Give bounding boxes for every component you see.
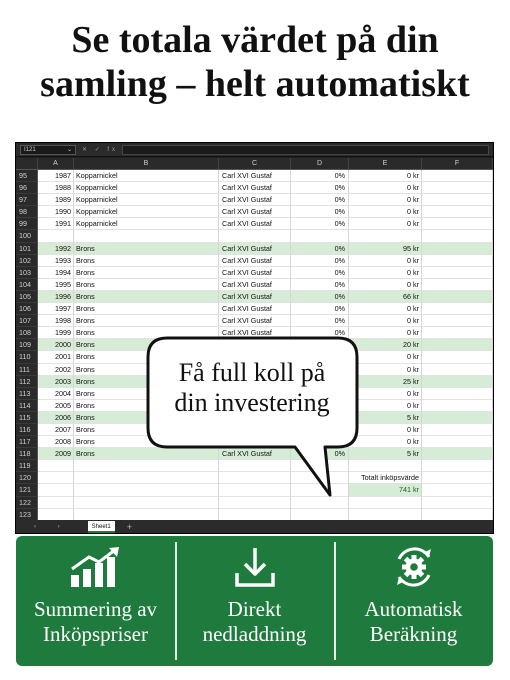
cell-a[interactable]: 2000 <box>38 339 74 351</box>
row-header[interactable]: 111 <box>16 364 38 376</box>
column-header-e[interactable]: E <box>349 158 422 169</box>
cell-f[interactable] <box>422 243 493 255</box>
cell-e[interactable]: 0 kr <box>349 218 422 230</box>
cell-e[interactable]: 0 kr <box>349 315 422 327</box>
cell-f[interactable] <box>422 230 493 242</box>
cell-d[interactable]: 0% <box>291 243 349 255</box>
cell-a[interactable]: 1987 <box>38 170 74 182</box>
cell-b[interactable]: Brons <box>74 448 219 460</box>
cell-b[interactable]: Brons <box>74 436 219 448</box>
feature-2-line-2: nedladdning <box>202 622 307 646</box>
cell-c[interactable]: Carl XVI Gustaf <box>219 243 291 255</box>
cell-f[interactable] <box>422 460 493 472</box>
row-header[interactable]: 113 <box>16 388 38 400</box>
cell-e[interactable]: 0 kr <box>349 206 422 218</box>
cell-e[interactable]: 741 kr <box>349 484 422 496</box>
feature-1-line-2: Inköpspriser <box>43 622 148 646</box>
cell-b[interactable]: Brons <box>74 339 219 351</box>
row-header[interactable]: 122 <box>16 497 38 509</box>
cell-a[interactable]: 1990 <box>38 206 74 218</box>
chevron-down-icon: ⌄ <box>66 146 72 153</box>
cell-b[interactable]: Brons <box>74 376 219 388</box>
cell-c[interactable]: Carl XVI Gustaf <box>219 267 291 279</box>
cell-e[interactable]: 0 kr <box>349 303 422 315</box>
cell-d[interactable]: 0% <box>291 206 349 218</box>
cell-e[interactable]: 0 kr <box>349 400 422 412</box>
row-header[interactable]: 108 <box>16 327 38 339</box>
gear-refresh-icon <box>391 545 437 589</box>
name-box-value: I121 <box>24 146 36 153</box>
formula-icons[interactable]: ✕ ✓ fx <box>82 147 119 153</box>
cell-a[interactable]: 1993 <box>38 255 74 267</box>
cell-f[interactable] <box>422 182 493 194</box>
cell-f[interactable] <box>422 364 493 376</box>
table-row <box>16 303 493 315</box>
cell-e[interactable]: 0 kr <box>349 182 422 194</box>
download-icon <box>233 545 277 589</box>
row-header[interactable]: 121 <box>16 484 38 496</box>
cell-a[interactable]: 2003 <box>38 376 74 388</box>
column-header-b[interactable]: B <box>74 158 219 169</box>
cell-e[interactable]: 0 kr <box>349 351 422 363</box>
row-header[interactable]: 103 <box>16 267 38 279</box>
cell-a[interactable]: 1999 <box>38 327 74 339</box>
cell-c[interactable]: Carl XVI Gustaf <box>219 279 291 291</box>
cell-d[interactable]: 0% <box>291 255 349 267</box>
tab-nav-arrows[interactable]: ‹ › <box>34 523 70 530</box>
cell-e[interactable]: 0 kr <box>349 388 422 400</box>
cell-f[interactable] <box>422 291 493 303</box>
cell-d[interactable]: 0% <box>291 182 349 194</box>
name-box[interactable] <box>20 145 76 155</box>
cell-d[interactable]: 0% <box>291 315 349 327</box>
row-header[interactable]: 123 <box>16 509 38 521</box>
cell-f[interactable] <box>422 194 493 206</box>
cell-d[interactable]: 0% <box>291 303 349 315</box>
cell-c[interactable]: Carl XVI Gustaf <box>219 255 291 267</box>
cell-a[interactable]: 1989 <box>38 194 74 206</box>
cell-a[interactable]: 1996 <box>38 291 74 303</box>
cell-b[interactable]: Kopparnickel <box>74 206 219 218</box>
row-header[interactable]: 99 <box>16 218 38 230</box>
cell-b[interactable]: Kopparnickel <box>74 170 219 182</box>
cell-f[interactable] <box>422 170 493 182</box>
cell-a[interactable] <box>38 484 74 496</box>
cell-d[interactable]: 0% <box>291 448 349 460</box>
row-header[interactable]: 117 <box>16 436 38 448</box>
table-row <box>16 218 493 230</box>
cell-a[interactable]: 2002 <box>38 364 74 376</box>
cell-f[interactable] <box>422 206 493 218</box>
row-header[interactable]: 119 <box>16 460 38 472</box>
cell-e[interactable]: 0 kr <box>349 279 422 291</box>
table-row <box>16 230 493 242</box>
cell-e[interactable]: 5 kr <box>349 448 422 460</box>
row-header[interactable]: 106 <box>16 303 38 315</box>
cell-a[interactable]: 2006 <box>38 412 74 424</box>
cell-a[interactable]: 2001 <box>38 351 74 363</box>
row-header[interactable]: 115 <box>16 412 38 424</box>
row-header[interactable]: 112 <box>16 376 38 388</box>
cell-a[interactable]: 1992 <box>38 243 74 255</box>
cell-f[interactable] <box>422 303 493 315</box>
feature-berakning <box>334 536 493 666</box>
row-header[interactable]: 120 <box>16 472 38 484</box>
select-all-corner[interactable] <box>16 158 38 169</box>
cell-e[interactable]: 0 kr <box>349 194 422 206</box>
table-row <box>16 255 493 267</box>
table-row <box>16 279 493 291</box>
cell-a[interactable]: 1988 <box>38 182 74 194</box>
headline-line-2: samling – helt automatiskt <box>40 63 470 105</box>
column-header-a[interactable]: A <box>38 158 74 169</box>
row-header[interactable]: 118 <box>16 448 38 460</box>
cell-f[interactable] <box>422 472 493 484</box>
cell-b[interactable]: Brons <box>74 291 219 303</box>
cell-b[interactable]: Brons <box>74 243 219 255</box>
row-header[interactable]: 98 <box>16 206 38 218</box>
row-header[interactable]: 100 <box>16 230 38 242</box>
cell-b[interactable]: Brons <box>74 400 219 412</box>
cell-f[interactable] <box>422 351 493 363</box>
add-sheet-button[interactable]: + <box>126 521 132 532</box>
bubble-line-1: Få full koll på <box>178 358 326 387</box>
row-header[interactable]: 95 <box>16 170 38 182</box>
cell-c[interactable]: Carl XVI Gustaf <box>219 206 291 218</box>
cell-d[interactable] <box>291 509 349 521</box>
cell-b[interactable]: Brons <box>74 388 219 400</box>
cell-f[interactable] <box>422 484 493 496</box>
formula-input[interactable] <box>122 145 489 155</box>
cell-a[interactable]: 1998 <box>38 315 74 327</box>
feature-summering <box>16 536 175 666</box>
feature-3-line-2: Beräkning <box>369 622 458 646</box>
feature-banner <box>16 536 493 666</box>
formula-bar <box>16 143 493 157</box>
speech-bubble-text <box>152 358 352 418</box>
cell-d[interactable]: 0% <box>291 327 349 339</box>
cell-f[interactable] <box>422 376 493 388</box>
cell-b[interactable]: Kopparnickel <box>74 218 219 230</box>
cell-a[interactable]: 2005 <box>38 400 74 412</box>
cell-f[interactable] <box>422 327 493 339</box>
cell-d[interactable]: 0% <box>291 170 349 182</box>
cell-b[interactable]: Brons <box>74 315 219 327</box>
cell-e[interactable]: 0 kr <box>349 170 422 182</box>
row-header[interactable]: 110 <box>16 351 38 363</box>
cell-b[interactable]: Brons <box>74 303 219 315</box>
row-header[interactable]: 116 <box>16 424 38 436</box>
cell-a[interactable]: 1997 <box>38 303 74 315</box>
cell-b[interactable]: Brons <box>74 351 219 363</box>
cell-b[interactable]: Brons <box>74 279 219 291</box>
cell-f[interactable] <box>422 412 493 424</box>
headline-line-1: Se totala värdet på din <box>71 19 439 61</box>
cell-e[interactable]: 0 kr <box>349 255 422 267</box>
cell-e[interactable]: 66 kr <box>349 291 422 303</box>
feature-nedladdning <box>175 536 334 666</box>
sheet-tab[interactable]: Sheet1 <box>88 521 115 533</box>
row-header[interactable]: 109 <box>16 339 38 351</box>
cell-a[interactable]: 1995 <box>38 279 74 291</box>
cell-f[interactable] <box>422 448 493 460</box>
row-header[interactable]: 102 <box>16 255 38 267</box>
cell-b[interactable]: Kopparnickel <box>74 182 219 194</box>
cell-c[interactable]: Carl XVI Gustaf <box>219 170 291 182</box>
cell-a[interactable]: 2008 <box>38 436 74 448</box>
cell-f[interactable] <box>422 218 493 230</box>
cell-f[interactable] <box>422 339 493 351</box>
table-row <box>16 315 493 327</box>
bar-chart-growth-icon <box>69 545 123 589</box>
cell-c[interactable]: Carl XVI Gustaf <box>219 327 291 339</box>
row-header[interactable]: 104 <box>16 279 38 291</box>
cell-d[interactable]: 0% <box>291 291 349 303</box>
cell-a[interactable] <box>38 460 74 472</box>
cell-c[interactable]: Carl XVI Gustaf <box>219 218 291 230</box>
row-header[interactable]: 101 <box>16 243 38 255</box>
cell-e[interactable]: 0 kr <box>349 327 422 339</box>
cell-b[interactable]: Brons <box>74 424 219 436</box>
column-headers <box>16 158 493 170</box>
table-row <box>16 291 493 303</box>
cell-e[interactable]: 0 kr <box>349 424 422 436</box>
cell-f[interactable] <box>422 279 493 291</box>
cell-f[interactable] <box>422 255 493 267</box>
cell-a[interactable] <box>38 497 74 509</box>
feature-1-line-1: Summering av <box>33 597 158 621</box>
cell-b[interactable]: Brons <box>74 364 219 376</box>
cell-c[interactable]: Carl XVI Gustaf <box>219 182 291 194</box>
cell-e[interactable] <box>349 509 422 521</box>
cell-e[interactable]: 20 kr <box>349 339 422 351</box>
cell-b[interactable]: Brons <box>74 412 219 424</box>
cell-e[interactable]: 5 kr <box>349 412 422 424</box>
cell-d[interactable]: 0% <box>291 267 349 279</box>
cell-a[interactable]: 2009 <box>38 448 74 460</box>
row-header[interactable]: 107 <box>16 315 38 327</box>
cell-e[interactable]: 0 kr <box>349 364 422 376</box>
cell-c[interactable]: Carl XVI Gustaf <box>219 315 291 327</box>
cell-d[interactable]: 0% <box>291 279 349 291</box>
row-header[interactable]: 97 <box>16 194 38 206</box>
table-row <box>16 509 493 521</box>
row-header[interactable]: 96 <box>16 182 38 194</box>
cell-f[interactable] <box>422 509 493 521</box>
headline <box>0 18 510 106</box>
cell-c[interactable]: Carl XVI Gustaf <box>219 291 291 303</box>
cell-a[interactable]: 2004 <box>38 388 74 400</box>
sheet-tab-bar <box>16 520 493 533</box>
cell-e[interactable]: 95 kr <box>349 243 422 255</box>
cell-a[interactable]: 1994 <box>38 267 74 279</box>
cell-b[interactable]: Brons <box>74 327 219 339</box>
cell-a[interactable] <box>38 509 74 521</box>
cell-f[interactable] <box>422 388 493 400</box>
table-row <box>16 267 493 279</box>
table-row <box>16 243 493 255</box>
feature-2-line-1: Direkt <box>227 597 282 621</box>
cell-e[interactable]: 0 kr <box>349 436 422 448</box>
table-row <box>16 194 493 206</box>
cell-f[interactable] <box>422 436 493 448</box>
cell-c[interactable]: Carl XVI Gustaf <box>219 303 291 315</box>
feature-3-line-1: Automatisk <box>364 597 463 621</box>
cell-e[interactable]: 0 kr <box>349 267 422 279</box>
table-row <box>16 170 493 182</box>
cell-f[interactable] <box>422 497 493 509</box>
column-header-c[interactable]: C <box>219 158 291 169</box>
row-header[interactable]: 105 <box>16 291 38 303</box>
cell-e[interactable]: Totalt inköpsvärde <box>349 472 422 484</box>
cell-a[interactable]: 1991 <box>38 218 74 230</box>
cell-d[interactable]: 0% <box>291 218 349 230</box>
cell-a[interactable] <box>38 472 74 484</box>
table-row <box>16 182 493 194</box>
cell-c[interactable] <box>219 230 291 242</box>
cell-d[interactable]: 0% <box>291 194 349 206</box>
cell-f[interactable] <box>422 400 493 412</box>
cell-b[interactable]: Brons <box>74 255 219 267</box>
cell-b[interactable]: Brons <box>74 267 219 279</box>
cell-b[interactable]: Kopparnickel <box>74 194 219 206</box>
cell-c[interactable] <box>219 509 291 521</box>
cell-e[interactable] <box>349 230 422 242</box>
cell-b[interactable] <box>74 230 219 242</box>
cell-b[interactable] <box>74 509 219 521</box>
row-header[interactable]: 114 <box>16 400 38 412</box>
column-header-f[interactable]: F <box>422 158 493 169</box>
cell-f[interactable] <box>422 267 493 279</box>
cell-a[interactable]: 2007 <box>38 424 74 436</box>
cell-f[interactable] <box>422 424 493 436</box>
bubble-line-2: din investering <box>174 388 330 417</box>
cell-a[interactable] <box>38 230 74 242</box>
cell-d[interactable] <box>291 230 349 242</box>
column-header-d[interactable]: D <box>291 158 349 169</box>
cell-e[interactable]: 25 kr <box>349 376 422 388</box>
cell-c[interactable]: Carl XVI Gustaf <box>219 194 291 206</box>
cell-c[interactable]: Carl XVI Gustaf <box>219 448 291 460</box>
table-row <box>16 206 493 218</box>
cell-f[interactable] <box>422 315 493 327</box>
